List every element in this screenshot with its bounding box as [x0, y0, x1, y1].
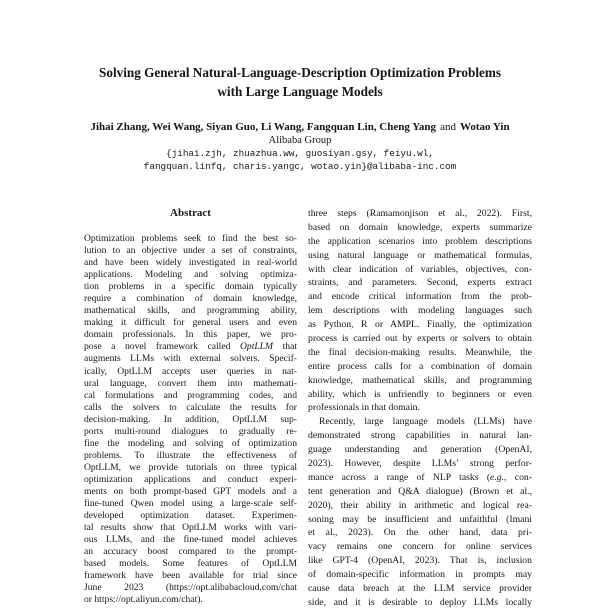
text-line: fine the modeling and solving of optimization: [84, 437, 297, 449]
text-line: knowledge, mathematical skills, and programming: [308, 374, 532, 386]
text-line: domain professionals. In this paper, we pro-: [84, 329, 297, 341]
text-line: making it difficult for general users and even: [84, 317, 297, 329]
text-line: cal formulations and programming codes, and: [84, 389, 297, 401]
text-line: ability, which is unfriendly to beginners or even: [308, 388, 532, 400]
text-line: fine-tuned Qwen model using a large-scale self-: [84, 498, 297, 510]
abstract-heading: Abstract: [170, 207, 211, 219]
text-line: tal results show that OptLLM works with vari-: [84, 522, 297, 534]
text-line: lution to an objective under a set of constraints,: [84, 245, 297, 257]
text-line: professionals in that domain.: [308, 402, 420, 414]
text-line: guage understanding and generation (OpenAI,: [308, 444, 532, 456]
text-line: mance across a range of NLP tasks (e.g., con-: [308, 471, 532, 483]
text-line: and have been widely investigated in real-world: [84, 257, 297, 269]
paper-title: [30, 63, 570, 101]
text-line: using natural language or mathematical formulas,: [308, 249, 532, 261]
text-line: developed optimization dataset. Experimen-: [84, 510, 297, 522]
text-line: with clear indication of variables, objectives, con-: [308, 263, 532, 275]
text-line: soning may be insufficient and unfaithful (Imani: [308, 513, 532, 525]
text-line: tent generation and Q&A dialogue) (Brown et al.,: [308, 485, 532, 497]
text-line: vacy remains one concern for online services: [308, 541, 532, 553]
text-line: augments LLMs with external solvers. Specif-: [84, 353, 297, 365]
text-line: ural language, convert them into mathemati-: [84, 377, 297, 389]
text-line: an accuracy boost compared to the prompt-: [84, 546, 297, 558]
text-line: based on domain knowledge, experts summarize: [308, 221, 532, 233]
text-line: applications. Modeling and solving optimiza-: [84, 269, 297, 281]
text-line: process is carried out by experts or solvers to obtain: [308, 333, 532, 345]
text-line: demonstrated strong capabilities in natural lan-: [308, 430, 532, 442]
text-line: straints, and parameters. Second, experts extract: [308, 277, 532, 289]
authors-line: [20, 120, 580, 134]
paper-title-line1: Solving General Natural-Language-Description Optimization Problems: [99, 65, 501, 80]
text-line: optimization applications and conduct experi-: [84, 473, 297, 485]
right-column: [308, 207, 532, 610]
text-line: entire process calls for a combination of domain: [308, 360, 532, 372]
text-line: mathematical skills, and programming ability,: [84, 305, 297, 317]
text-line: or https://opt.aliyun.com/chat).: [84, 594, 203, 606]
text-line: lem descriptions with modeling languages such: [308, 305, 532, 317]
text-line: cause data breach at the LLM service provider: [308, 583, 532, 595]
text-line: Optimization problems seek to find the best so-: [84, 233, 297, 244]
text-line: 2023). However, despite LLMs’ strong perfor-: [308, 458, 532, 470]
text-line: 2020), their ability in arithmetic and logical rea-: [308, 499, 532, 511]
text-line: Recently, large language models (LLMs) have: [319, 416, 532, 428]
text-line: side, and it is desirable to deploy LLMs locally: [308, 596, 532, 608]
text-line: three steps (Ramamonjison et al., 2022). First,: [308, 208, 532, 219]
author-names-left: Jihai Zhang, Wei Wang, Siyan Guo, Li Wang, Fangquan Lin, Cheng Yang: [90, 121, 437, 133]
author-names-right: Wotao Yin: [459, 121, 510, 133]
text-line: like GPT-4 (OpenAI, 2023). That is, inclusion: [308, 555, 532, 567]
paper-title-line2: with Large Language Models: [217, 84, 383, 99]
text-line: tion problems in a specific domain typically: [84, 281, 297, 293]
text-line: et al., 2023). On the other hand, data pri-: [308, 527, 532, 539]
text-line: the application scenarios into problem descriptions: [308, 235, 532, 247]
text-line: as Python, R or AMPL. Finally, the optimization: [308, 319, 532, 331]
authors-conjunction: and: [440, 121, 456, 133]
text-line: ically, OptLLM accepts user queries in nat-: [84, 365, 297, 377]
text-line: calls the solvers to calculate the results for: [84, 401, 297, 413]
text-line: require a combination of domain knowledge,: [84, 293, 297, 305]
text-line: based models. Some features of OptLLM: [84, 558, 297, 570]
text-line: June 2023 (https://opt.alibabacloud.com/chat: [84, 582, 297, 594]
email-line-2: fangquan.linfq, charis.yangc, wotao.yin}@alibaba-inc.com: [143, 160, 457, 172]
abstract-text: [84, 233, 297, 606]
introduction-text: [308, 207, 532, 610]
text-line: the final decision-making results. Meanwhile, the: [308, 346, 532, 358]
text-line: framework have been available for trial since: [84, 570, 297, 582]
email-block: [0, 148, 600, 173]
text-line: problems. To illustrate the effectiveness of: [84, 449, 297, 461]
text-line: and encode critical information from the prob-: [308, 291, 532, 303]
text-line: ous LLMs, and the fine-tuned model achieves: [84, 534, 297, 546]
text-line: ments on both prompt-based GPT models and a: [84, 485, 297, 497]
text-line: decision-making. In addition, OptLLM sup-: [84, 413, 297, 425]
affiliation: Alibaba Group: [268, 135, 332, 146]
email-line-1: {jihai.zjh, zhuazhua.ww, guosiyan.gsy, feiyu.wl,: [166, 148, 434, 159]
text-line: of domain-specific information in prompts may: [308, 569, 532, 581]
text-line: ports multi-round dialogues to gradually re-: [84, 425, 297, 437]
left-column: [84, 206, 297, 606]
text-line: OptLLM, we provide tutorials on three typical: [84, 461, 297, 473]
text-line: pose a novel framework called OptLLM that: [84, 341, 297, 353]
